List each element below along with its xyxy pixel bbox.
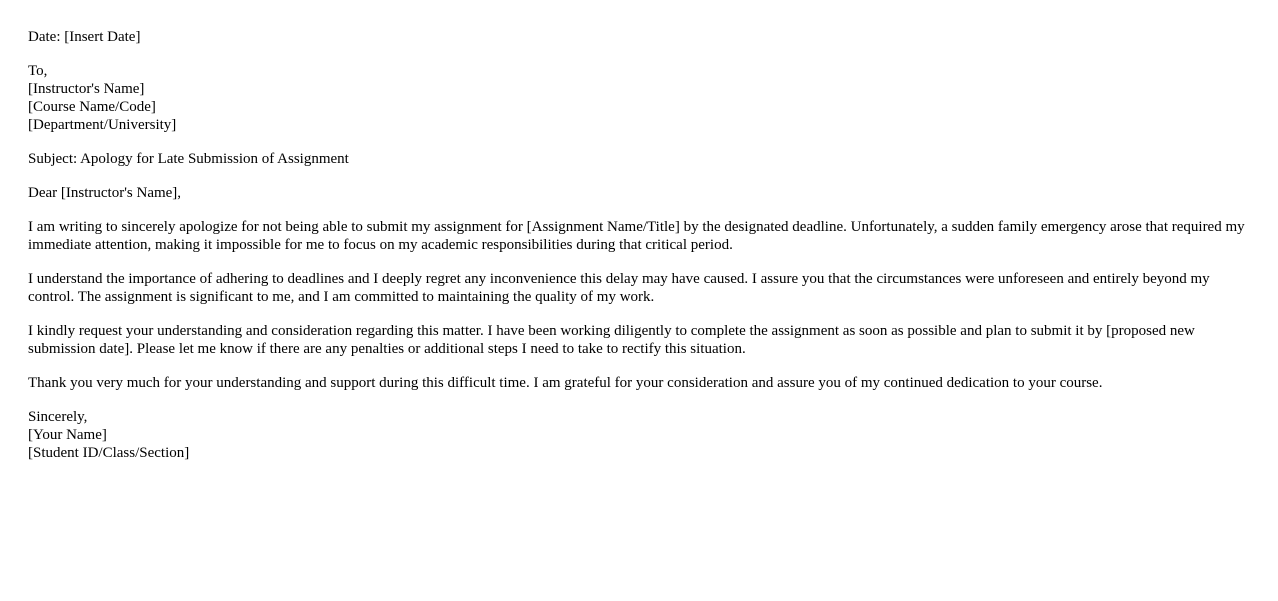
closing-signoff: Sincerely, — [28, 409, 88, 425]
recipient-course: [Course Name/Code] — [28, 99, 156, 115]
body-paragraph-3: I kindly request your understanding and consideration regarding this matter. I have been working diligently to complete the assignment as soon as possible and plan to submit it by [proposed new submission date]. Please let me know if there are any penalties or additional steps I need to take to rectify this situation. — [28, 323, 1195, 357]
letter-greeting: Dear [Instructor's Name], — [28, 185, 182, 201]
body-paragraph-2: I understand the importance of adhering to deadlines and I deeply regret any inconvenience this delay may have caused. I assure you that the circumstances were unforeseen and entirely beyond my control. The assignment is significant to me, and I am committed to maintaining the quality of my work. — [28, 271, 1210, 305]
letter-document — [28, 28, 1258, 478]
closing-student-id: [Student ID/Class/Section] — [28, 445, 190, 461]
recipient-to: To, — [28, 63, 48, 79]
recipient-name: [Instructor's Name] — [28, 81, 145, 97]
letter-date: Date: [Insert Date] — [28, 29, 141, 45]
letter-subject: Subject: Apology for Late Submission of Assignment — [28, 151, 349, 167]
recipient-block — [28, 62, 1258, 134]
body-paragraph-1: I am writing to sincerely apologize for not being able to submit my assignment for [Assignment Name/Title] by the designated deadline. Unfortunately, a sudden family emergency arose that required my immediate attention, making it impossible for me to focus on my academic responsibilities during that critical period. — [28, 219, 1245, 253]
closing-name: [Your Name] — [28, 427, 107, 443]
recipient-department: [Department/University] — [28, 117, 177, 133]
body-paragraph-4: Thank you very much for your understanding and support during this difficult time. I am grateful for your consideration and assure you of my continued dedication to your course. — [28, 375, 1103, 391]
closing-block — [28, 408, 1258, 462]
